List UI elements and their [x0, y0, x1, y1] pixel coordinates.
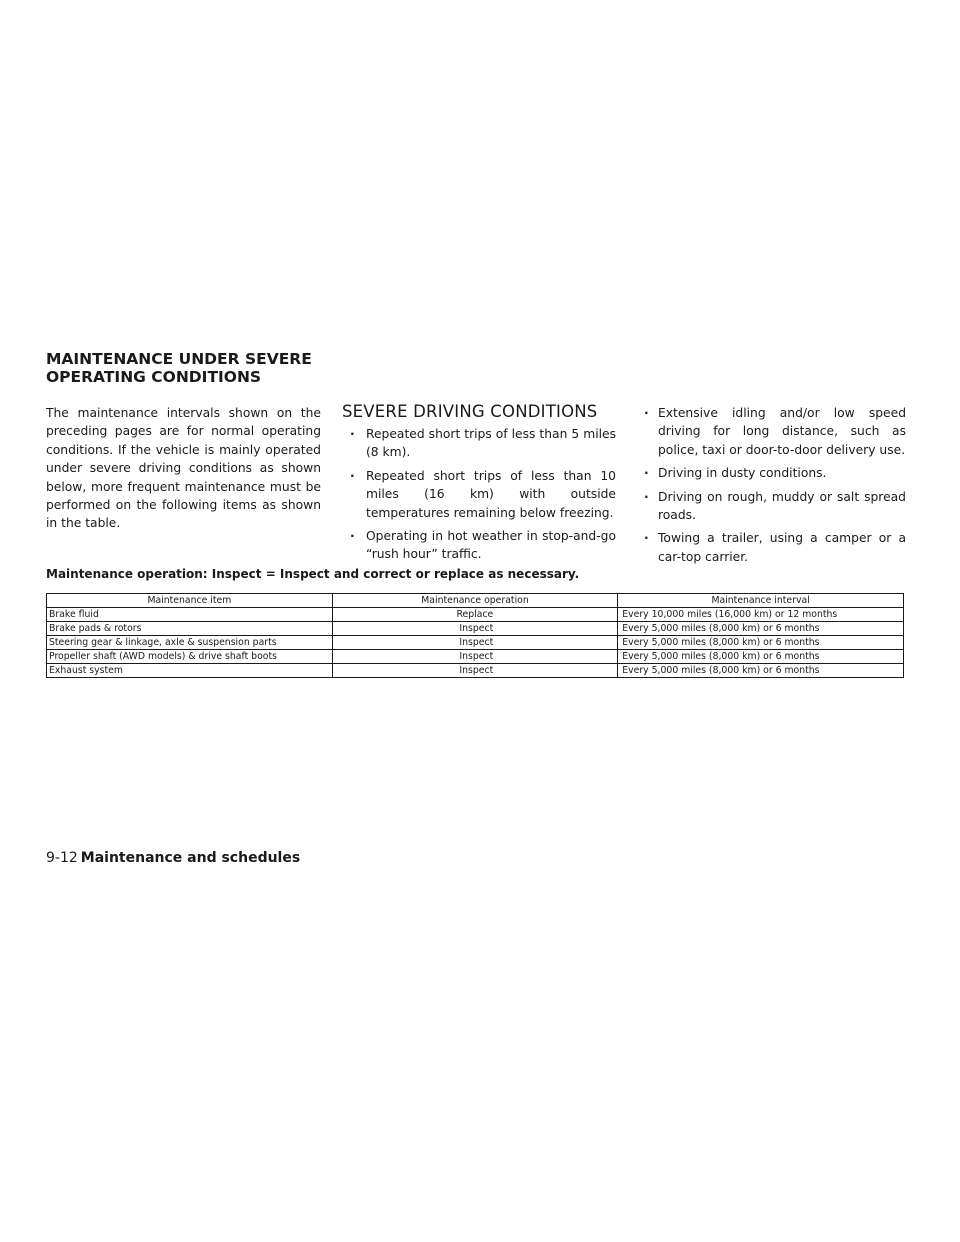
table-row: [47, 636, 904, 650]
list-item: · Extensive idling and/or low speed driving for long distance, such as police, taxi or door-to-door delivery use.: [644, 404, 906, 459]
section-heading: [46, 350, 312, 386]
list-item: · Towing a trailer, using a camper or a car-top carrier.: [644, 529, 906, 566]
severe-conditions-heading: SEVERE DRIVING CONDITIONS: [342, 402, 598, 421]
table-row: [47, 650, 904, 664]
table-cell: Every 5,000 miles (8,000 km) or 6 months: [618, 650, 904, 664]
section-heading-line1: MAINTENANCE UNDER SEVERE: [46, 350, 312, 368]
page-number: 9-12: [46, 850, 78, 866]
table-cell: Steering gear & linkage, axle & suspension parts: [47, 636, 333, 650]
table-cell: Replace: [332, 608, 617, 622]
page-footer: [46, 849, 300, 867]
maintenance-table: [46, 593, 904, 678]
severe-conditions-column: [342, 401, 616, 569]
section-heading-line2: OPERATING CONDITIONS: [46, 368, 262, 386]
intro-column: [46, 404, 321, 533]
list-item: · Driving on rough, muddy or salt spread roads.: [644, 488, 906, 525]
table-cell: Every 5,000 miles (8,000 km) or 6 months: [618, 664, 904, 678]
table-cell: Every 10,000 miles (16,000 km) or 12 months: [618, 608, 904, 622]
table-cell: Every 5,000 miles (8,000 km) or 6 months: [618, 636, 904, 650]
severe-conditions-column-continued: [644, 404, 906, 571]
intro-paragraph: The maintenance intervals shown on the preceding pages are for normal operating conditions. If the vehicle is mainly operated under severe driving conditions as shown below, more frequent maintenance must be performed on the following items as shown in the table.: [46, 406, 321, 531]
table-row: [47, 608, 904, 622]
list-item: · Operating in hot weather in stop-and-go “rush hour” traffic.: [342, 527, 616, 564]
severe-conditions-list: [342, 425, 616, 564]
column-header: Maintenance item: [47, 594, 333, 608]
chapter-title: Maintenance and schedules: [80, 850, 301, 866]
table-cell: Inspect: [332, 636, 617, 650]
table-row: [47, 622, 904, 636]
table-caption: Maintenance operation: Inspect = Inspect and correct or replace as necessary.: [46, 567, 580, 581]
table-cell: Every 5,000 miles (8,000 km) or 6 months: [618, 622, 904, 636]
severe-conditions-list-continued: [644, 404, 906, 566]
table-cell: Brake fluid: [47, 608, 333, 622]
table-row: [47, 664, 904, 678]
list-item: · Driving in dusty conditions.: [644, 464, 906, 482]
list-item: · Repeated short trips of less than 10 miles (16 km) with outside temperatures remaining below freezing.: [342, 467, 616, 522]
table-cell: Exhaust system: [47, 664, 333, 678]
column-header: Maintenance operation: [332, 594, 617, 608]
table-cell: Inspect: [332, 664, 617, 678]
table-cell: Propeller shaft (AWD models) & drive shaft boots: [47, 650, 333, 664]
table-cell: Inspect: [332, 650, 617, 664]
table-header-row: [47, 594, 904, 608]
list-item: · Repeated short trips of less than 5 miles (8 km).: [342, 425, 616, 462]
column-header: Maintenance interval: [618, 594, 904, 608]
table-cell: Brake pads & rotors: [47, 622, 333, 636]
table-cell: Inspect: [332, 622, 617, 636]
